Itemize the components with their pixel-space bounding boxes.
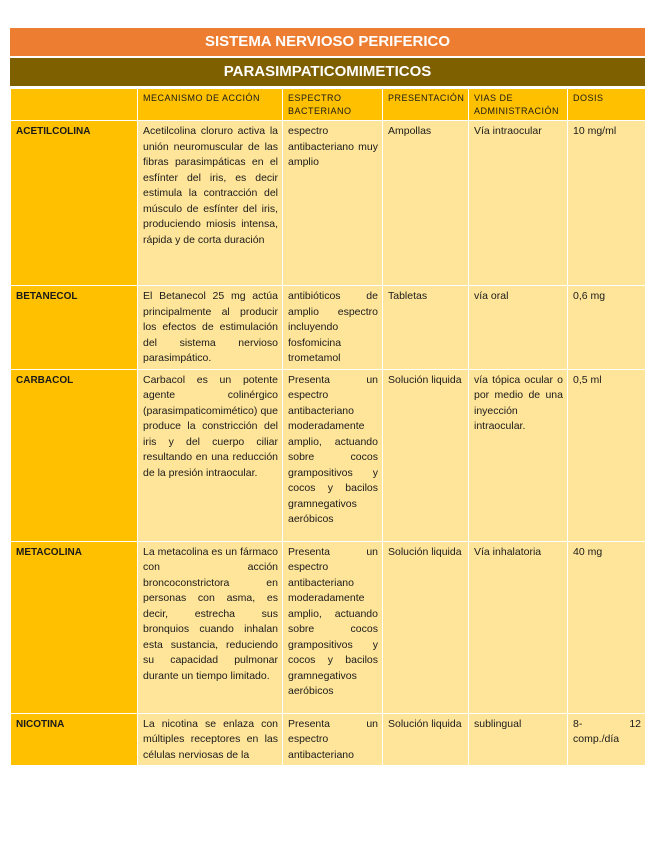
mecanismo-cell: La metacolina es un fármaco con acción broncoconstrictora en personas con asma, es decir, estrecha sus bronquios cuando inhalan esta sustancia, reduciendo su capacidad pulmonar durante un tiempo limitado. bbox=[138, 541, 283, 713]
table-row bbox=[11, 713, 646, 766]
drug-name: METACOLINA bbox=[11, 541, 138, 713]
dosis-cell: 40 mg bbox=[568, 541, 646, 713]
via-cell: Vía inhalatoria bbox=[469, 541, 568, 713]
table-header-row bbox=[11, 89, 646, 121]
via-cell: vía oral bbox=[469, 286, 568, 370]
table-row bbox=[11, 541, 646, 713]
mecanismo-cell: La nicotina se enlaza con múltiples receptores en las células nerviosas de la bbox=[138, 713, 283, 766]
drug-name: NICOTINA bbox=[11, 713, 138, 766]
header-espectro: ESPECTRO BACTERIANO bbox=[283, 89, 383, 121]
header-drug bbox=[11, 89, 138, 121]
presentacion-cell: Tabletas bbox=[383, 286, 469, 370]
presentacion-cell: Ampollas bbox=[383, 121, 469, 286]
drug-table bbox=[10, 88, 646, 766]
mecanismo-cell: El Betanecol 25 mg actúa principalmente al producir los efectos de estimulación del sistema nervioso parasimpático. bbox=[138, 286, 283, 370]
sheet-title: SISTEMA NERVIOSO PERIFERICO bbox=[10, 28, 645, 58]
dosis-cell: 10 mg/ml bbox=[568, 121, 646, 286]
table-row bbox=[11, 369, 646, 541]
espectro-cell: Presenta un espectro antibacteriano bbox=[283, 713, 383, 766]
header-via: VIAS DE ADMINISTRACIÓN bbox=[469, 89, 568, 121]
presentacion-cell: Solución liquida bbox=[383, 541, 469, 713]
header-mecanismo: MECANISMO DE ACCIÓN bbox=[138, 89, 283, 121]
espectro-cell: Presenta un espectro antibacteriano moderadamente amplio, actuando sobre cocos grampositivos y cocos y bacilos gramnegativos aeróbicos bbox=[283, 369, 383, 541]
espectro-cell: antibióticos de amplio espectro incluyendo fosfomicina trometamol bbox=[283, 286, 383, 370]
dosis-cell: 0,5 ml bbox=[568, 369, 646, 541]
drug-name: ACETILCOLINA bbox=[11, 121, 138, 286]
header-presentacion: PRESENTACIÓN bbox=[383, 89, 469, 121]
espectro-cell: espectro antibacteriano muy amplio bbox=[283, 121, 383, 286]
drug-name: CARBACOL bbox=[11, 369, 138, 541]
drug-name: BETANECOL bbox=[11, 286, 138, 370]
drug-sheet bbox=[10, 28, 645, 766]
presentacion-cell: Solución liquida bbox=[383, 369, 469, 541]
via-cell: vía tópica ocular o por medio de una inyección intraocular. bbox=[469, 369, 568, 541]
mecanismo-cell: Carbacol es un potente agente colinérgico (parasimpaticomimético) que produce la constricción del iris y del cuerpo ciliar resultando en una reducción de la presión intraocular. bbox=[138, 369, 283, 541]
mecanismo-cell: Acetilcolina cloruro activa la unión neuromuscular de las fibras parasimpáticas en el esfínter del iris, es decir estimula la contracción del músculo de esfínter del iris, produciendo miosis intensa, rápida y de corta duración bbox=[138, 121, 283, 286]
presentacion-cell: Solución liquida bbox=[383, 713, 469, 766]
table-row bbox=[11, 121, 646, 286]
espectro-cell: Presenta un espectro antibacteriano moderadamente amplio, actuando sobre cocos grampositivos y cocos y bacilos gramnegativos aeróbicos bbox=[283, 541, 383, 713]
via-cell: sublingual bbox=[469, 713, 568, 766]
via-cell: Vía intraocular bbox=[469, 121, 568, 286]
dosis-cell: 8- 12 comp./día bbox=[568, 713, 646, 766]
sheet-subtitle: PARASIMPATICOMIMETICOS bbox=[10, 58, 645, 88]
dosis-cell: 0,6 mg bbox=[568, 286, 646, 370]
table-row bbox=[11, 286, 646, 370]
header-dosis: DOSIS bbox=[568, 89, 646, 121]
